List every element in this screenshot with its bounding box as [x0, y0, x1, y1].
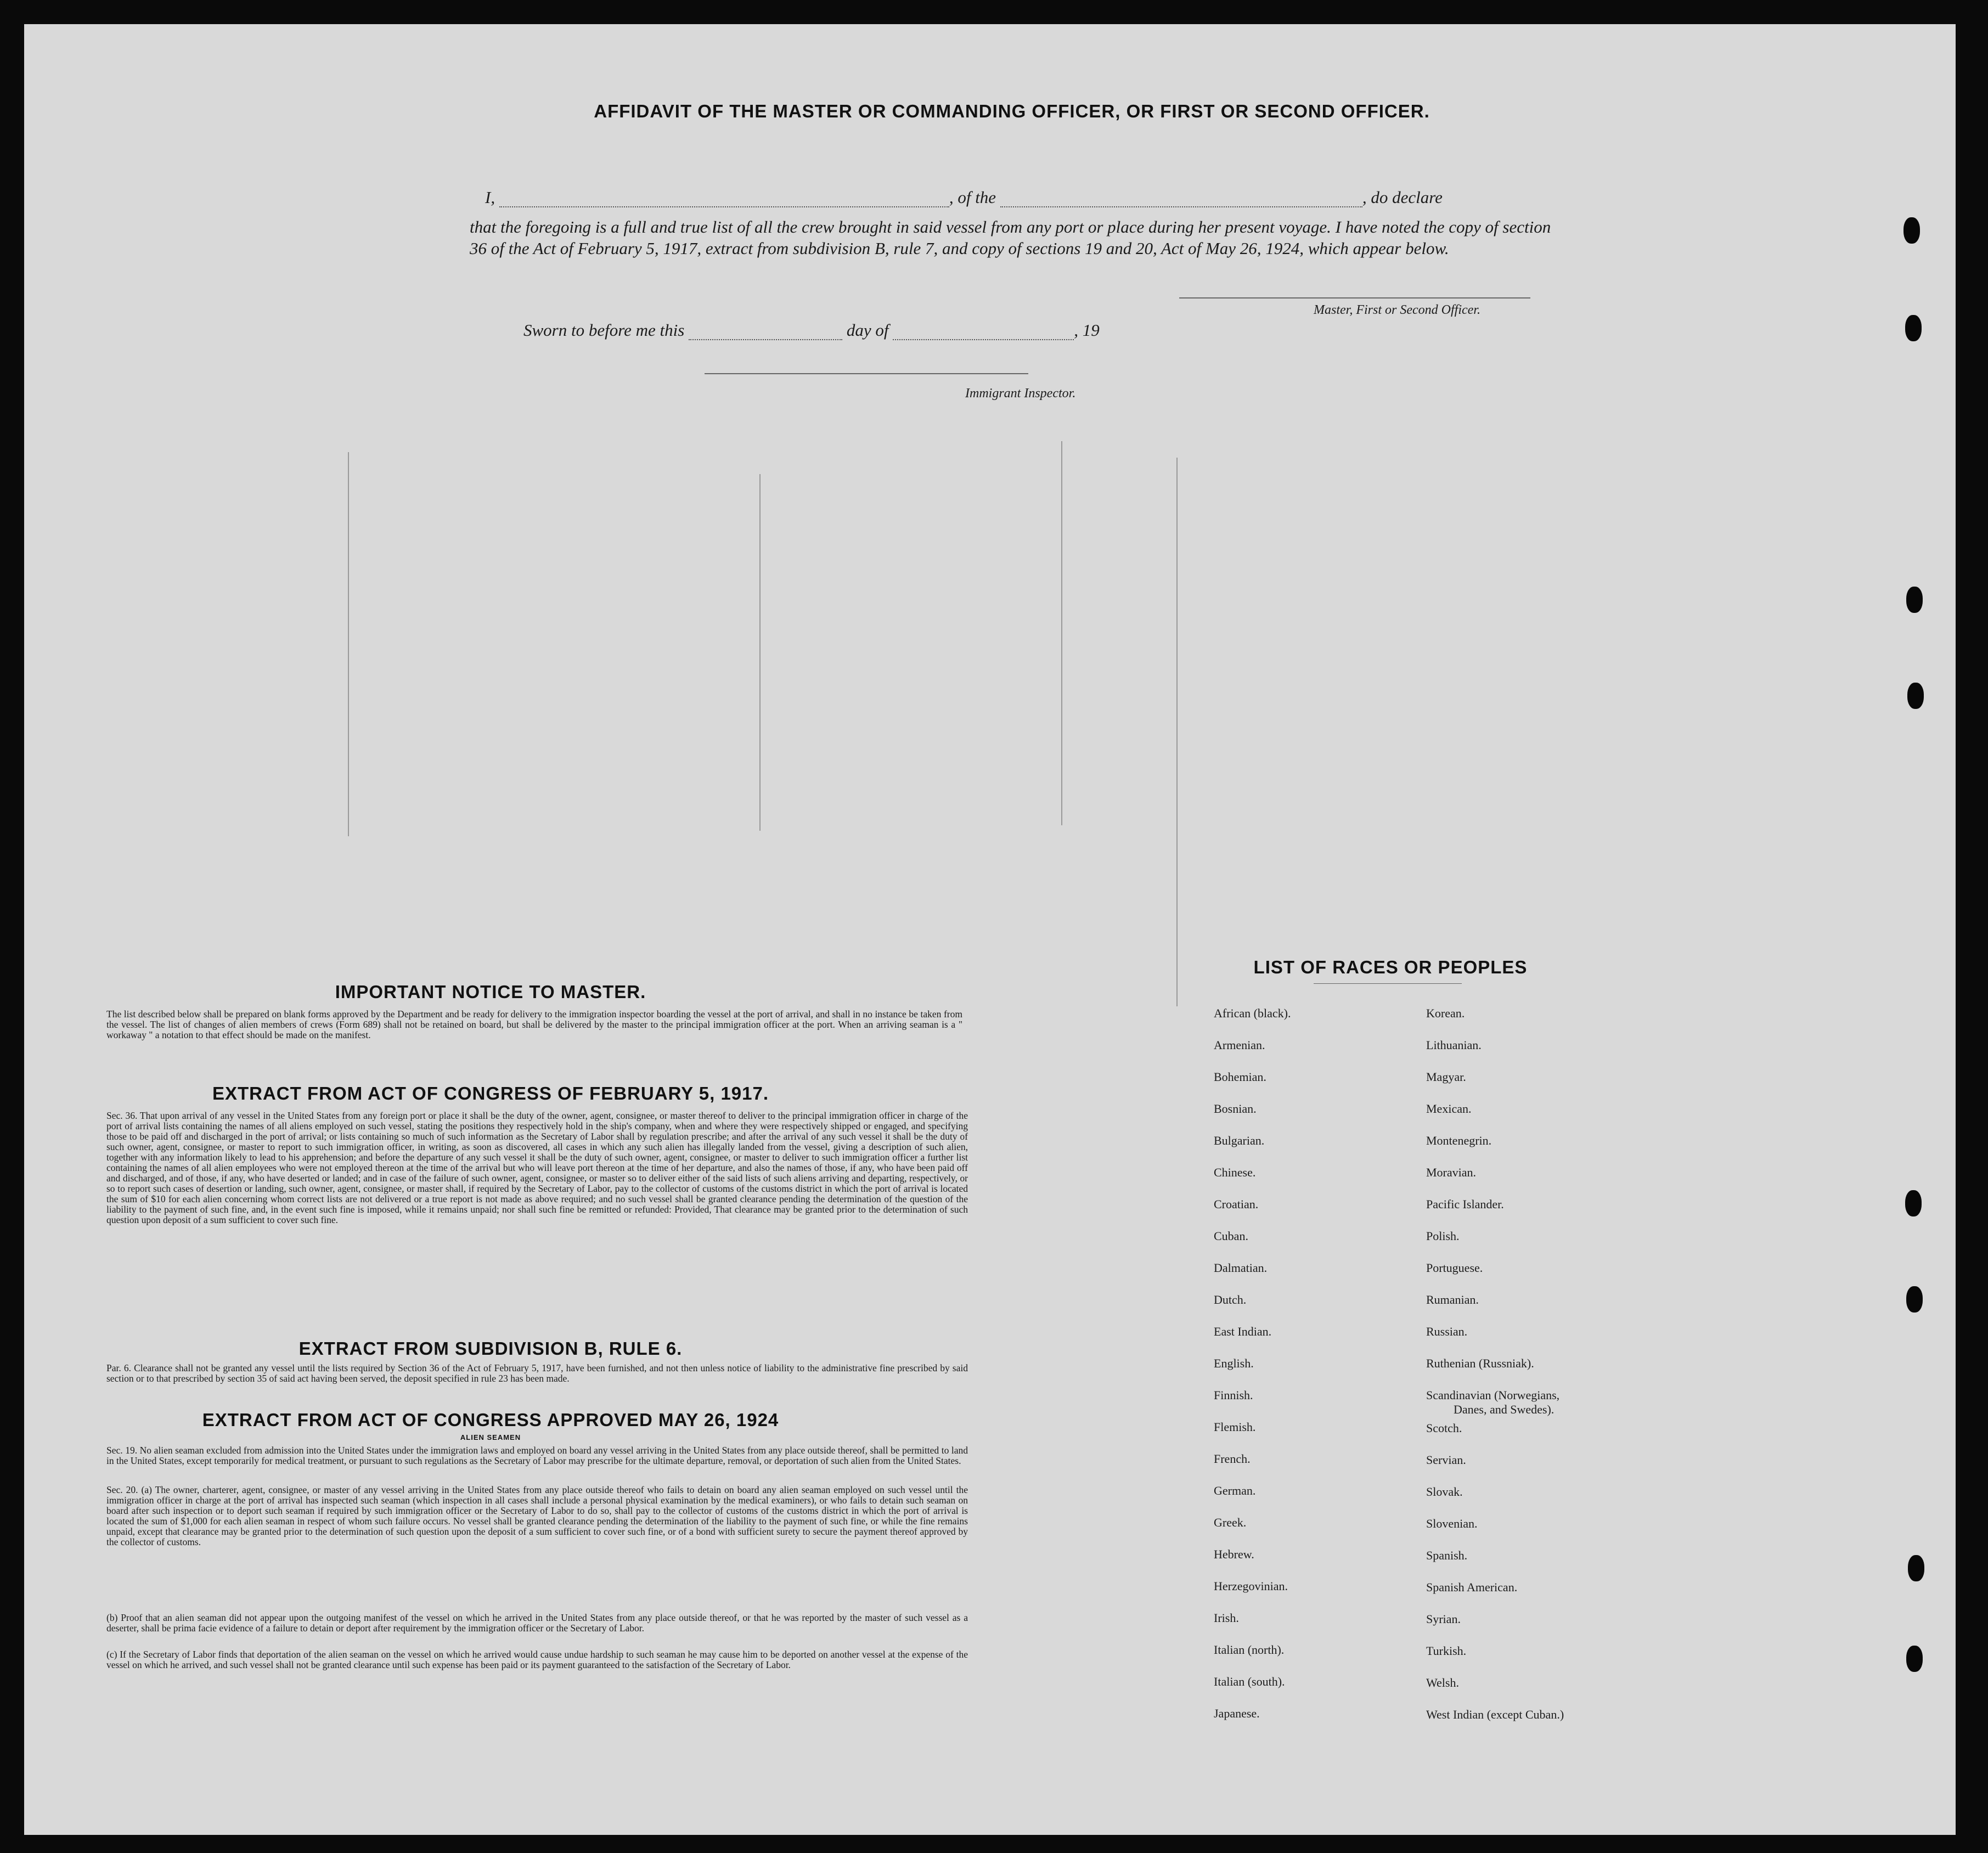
race-item: West Indian (except Cuban.) [1426, 1708, 1564, 1721]
race-item: Cuban. [1214, 1229, 1248, 1243]
alien-seamen-subtitle: ALIEN SEAMEN [460, 1433, 521, 1441]
race-item: Bulgarian. [1214, 1134, 1265, 1147]
punch-hole [1905, 1190, 1922, 1216]
race-item: African (black). [1214, 1006, 1291, 1020]
punch-hole [1906, 1286, 1923, 1313]
race-item: Dalmatian. [1214, 1261, 1268, 1275]
race-item-scandinavian-cont: Danes, and Swedes). [1454, 1403, 1555, 1416]
race-item: Armenian. [1214, 1038, 1265, 1052]
race-item: Slovak. [1426, 1485, 1463, 1499]
race-item-scandinavian: Scandinavian (Norwegians, [1426, 1388, 1560, 1402]
ghost-rule [1176, 458, 1178, 1006]
sec19-text: Sec. 19. No alien seaman excluded from admission into the United States under the immigration laws and employed on board any vessel arriving in the United States from any place outside thereof, shall be permitted to land in the United States, except temporarily for medical treatment, or pursuant to such regulations as the Secretary of Labor may prescribe for the ultimate departure, removal, or deportation of such alien from the United States. [106, 1445, 968, 1466]
races-right-column [1426, 1006, 1564, 1739]
race-item: Montenegrin. [1426, 1134, 1492, 1147]
race-item: Lithuanian. [1426, 1038, 1482, 1052]
name-blank[interactable] [499, 206, 949, 207]
signature-line[interactable] [1179, 297, 1530, 298]
race-item: Hebrew. [1214, 1547, 1254, 1561]
ghost-rule [348, 452, 349, 836]
rule6-title: EXTRACT FROM SUBDIVISION B, RULE 6. [299, 1338, 683, 1359]
declaration-body: that the foregoing is a full and true list of all the crew brought in said vessel from any port or place during her present voyage. I have noted the copy of section 36 of the Act of February 5, 1917, extract from subdivision B, rule 7, and copy of sections 19 and 20, Act of May 26, 1924, which appear below. [470, 217, 1551, 258]
inspector-label: Immigrant Inspector. [965, 386, 1076, 401]
sworn-day-blank[interactable] [689, 339, 842, 340]
vessel-blank[interactable] [1000, 206, 1362, 207]
race-item: Mexican. [1426, 1102, 1472, 1116]
declaration-end: , do declare [1362, 188, 1443, 207]
declaration-i: I, [485, 188, 495, 207]
punch-hole [1903, 217, 1920, 244]
notice-title: IMPORTANT NOTICE TO MASTER. [335, 982, 646, 1002]
race-item: Spanish American. [1426, 1580, 1518, 1594]
races-left-column [1214, 1006, 1291, 1738]
race-item: Syrian. [1426, 1612, 1461, 1626]
race-item: Korean. [1426, 1006, 1465, 1020]
declaration-line [485, 188, 1577, 207]
race-item: English. [1214, 1356, 1254, 1370]
ghost-rule [1061, 441, 1062, 825]
ghost-rule [759, 474, 761, 831]
rule6-text: Par. 6. Clearance shall not be granted any vessel until the lists required by Section 36 of the Act of February 5, 1917, have been furnished, and not then unless notice of liability to the administrative fine prescribed by said section or to that prescribed by section 35 of said act having been served, the deposit specified in rule 23 has been made. [106, 1362, 968, 1384]
race-item: Turkish. [1426, 1644, 1467, 1658]
sec20c-text: (c) If the Secretary of Labor finds that deportation of the alien seaman on the vessel on which he arrived would cause undue hardship to such seaman he may cause him to be deported on another vessel at the expense of the vessel on which he arrived, and such vessel shall not be granted clearance until such expense has been paid or its payment guaranteed to the satisfaction of the Secretary of Labor. [106, 1649, 968, 1670]
race-item: Ruthenian (Russniak). [1426, 1356, 1534, 1370]
document-page [24, 24, 1956, 1835]
race-item: Croatian. [1214, 1197, 1259, 1211]
sec20b-text: (b) Proof that an alien seaman did not appear upon the outgoing manifest of the vessel on which he arrived in the United States from any place outside thereof, or that he was reported by the master of such vessel as a deserter, shall be prima facie evidence of a failure to detain or deport after requirement by the immigration officer or the Secretary of Labor. [106, 1612, 968, 1634]
race-item: Bosnian. [1214, 1102, 1257, 1116]
race-item: Scotch. [1426, 1421, 1462, 1435]
race-item: Finnish. [1214, 1388, 1253, 1402]
inspector-line[interactable] [705, 373, 1028, 374]
race-item: German. [1214, 1484, 1256, 1497]
race-item: Irish. [1214, 1611, 1239, 1625]
race-item: Bohemian. [1214, 1070, 1266, 1084]
race-item: Flemish. [1214, 1420, 1256, 1434]
extract-1924-title: EXTRACT FROM ACT OF CONGRESS APPROVED MAY 26, 1924 [202, 1410, 779, 1430]
race-item: Herzegovinian. [1214, 1579, 1288, 1593]
extract-1917-title: EXTRACT FROM ACT OF CONGRESS OF FEBRUARY 5, 1917. [212, 1083, 769, 1103]
declaration-of-the: , of the [949, 188, 996, 207]
race-item: French. [1214, 1452, 1251, 1466]
race-item: East Indian. [1214, 1325, 1272, 1338]
sworn-start: Sworn to before me this [523, 320, 685, 340]
notice-text: The list described below shall be prepared on blank forms approved by the Department and be ready for delivery to the immigration inspector boarding the vessel at the port of arrival, and shall in no instance be taken from the vessel. The list of changes of alien members of crews (Form 689) shall not be retained on board, but shall be delivered by the master to the principal immigration officer at the port. When an arriving seaman is a " workaway " a notation to that effect should be made on the manifest. [106, 1009, 962, 1040]
race-item: Magyar. [1426, 1070, 1466, 1084]
race-item: Rumanian. [1426, 1293, 1479, 1306]
race-item: Servian. [1426, 1453, 1466, 1467]
race-item: Slovenian. [1426, 1517, 1478, 1530]
race-item: Pacific Islander. [1426, 1197, 1504, 1211]
punch-hole [1905, 315, 1922, 341]
affidavit-title: AFFIDAVIT OF THE MASTER OR COMMANDING OFFICER, OR FIRST OR SECOND OFFICER. [594, 101, 1430, 121]
race-item: Polish. [1426, 1229, 1460, 1243]
race-item: Greek. [1214, 1516, 1247, 1529]
sworn-line [523, 320, 1100, 340]
race-item: Russian. [1426, 1325, 1468, 1338]
race-item: Chinese. [1214, 1165, 1256, 1179]
sworn-day-of: day of [846, 320, 889, 340]
punch-hole [1906, 1646, 1923, 1672]
race-item: Welsh. [1426, 1676, 1459, 1689]
signature-label: Master, First or Second Officer. [1314, 303, 1480, 317]
extract-1917-text: Sec. 36. That upon arrival of any vessel in the United States from any foreign port or place it shall be the duty of the owner, agent, consignee, or master thereof to deliver to the principal immigration officer in charge of the port of arrival lists containing the names of all aliens employed on such vessel, stating the positions they respectively hold in the ship's company, when and where they were respectively shipped or engaged, and specifying those to be paid off and discharged in the port of arrival; or lists containing so much of such information as the Secretary of Labor shall by regulation prescribe; and after the arrival of any such vessel it shall be the duty of such owner, agent, consignee, or master to report to such immigration officer, in writing, as soon as discovered, all cases in which any such alien has illegally landed from the vessel, giving a description of such alien, together with any information likely to lead to his apprehension; and before the departure of any such vessel it shall be the duty of such owner, agent, consignee, or master to deliver to such immigration officer a further list containing the names of all alien employees who were not employed thereon at the time of the arrival but who will leave port thereon at the time of her departure, and also the names of those, if any, who have been paid off and discharged, and of those, if any, who have deserted or landed; and in case of the failure of such owner, agent, consignee, or master so to deliver either of the said lists of such aliens arriving and departing, respectively, or so to report such cases of desertion or landing, such owner, agent, consignee, or master shall, if required by the Secretary of Labor, pay to the collector of customs of the customs district in which the port of arrival is located the sum of $10 for each alien concerning whom correct lists are not delivered or a true report is not made as above required; and no such vessel shall be granted clearance pending the determination of the question of the liability to the payment of such fine, and, in the event such fine is imposed, while it remains unpaid; nor shall such fine be remitted or refunded: Provided, That clearance may be granted prior to the determination of such question upon deposit of a sum sufficient to cover such fine. [106, 1110, 968, 1225]
punch-hole [1908, 1555, 1924, 1581]
punch-hole [1906, 587, 1923, 613]
punch-hole [1907, 683, 1924, 709]
race-item: Italian (south). [1214, 1675, 1285, 1688]
sworn-month-blank[interactable] [893, 339, 1074, 340]
race-item: Dutch. [1214, 1293, 1247, 1306]
race-item: Moravian. [1426, 1165, 1477, 1179]
race-item: Italian (north). [1214, 1643, 1285, 1657]
races-title-underline [1314, 983, 1462, 984]
races-title: LIST OF RACES OR PEOPLES [1253, 957, 1528, 977]
race-item: Portuguese. [1426, 1261, 1483, 1275]
sec20a-text: Sec. 20. (a) The owner, charterer, agent, consignee, or master of any vessel arriving in the United States from any place outside thereof who fails to detain on board any alien seaman employed on such vessel until the immigration officer in charge at the port of arrival has inspected such seaman (which inspection in all cases shall include a personal physical examination by the medical examiners), or who fails to detain such seaman on board after such inspection or to deport such seaman if required by such immigration officer or the Secretary of Labor to do so, shall pay to the collector of customs of the customs district in which the port of arrival is located the sum of $1,000 for each alien seaman in respect of whom such failure occurs. No vessel shall be granted clearance pending the determination of the liability to the payment of such fine, or while the fine remains unpaid, except that clearance may be granted prior to the determination of such question upon the deposit of a sum sufficient to cover such fine, or of a bond with sufficient surety to secure the payment thereof approved by the collector of customs. [106, 1484, 968, 1547]
sworn-year: , 19 [1074, 320, 1100, 340]
race-item [1426, 1388, 1564, 1421]
race-item: Spanish. [1426, 1548, 1468, 1562]
race-item: Japanese. [1214, 1706, 1260, 1720]
